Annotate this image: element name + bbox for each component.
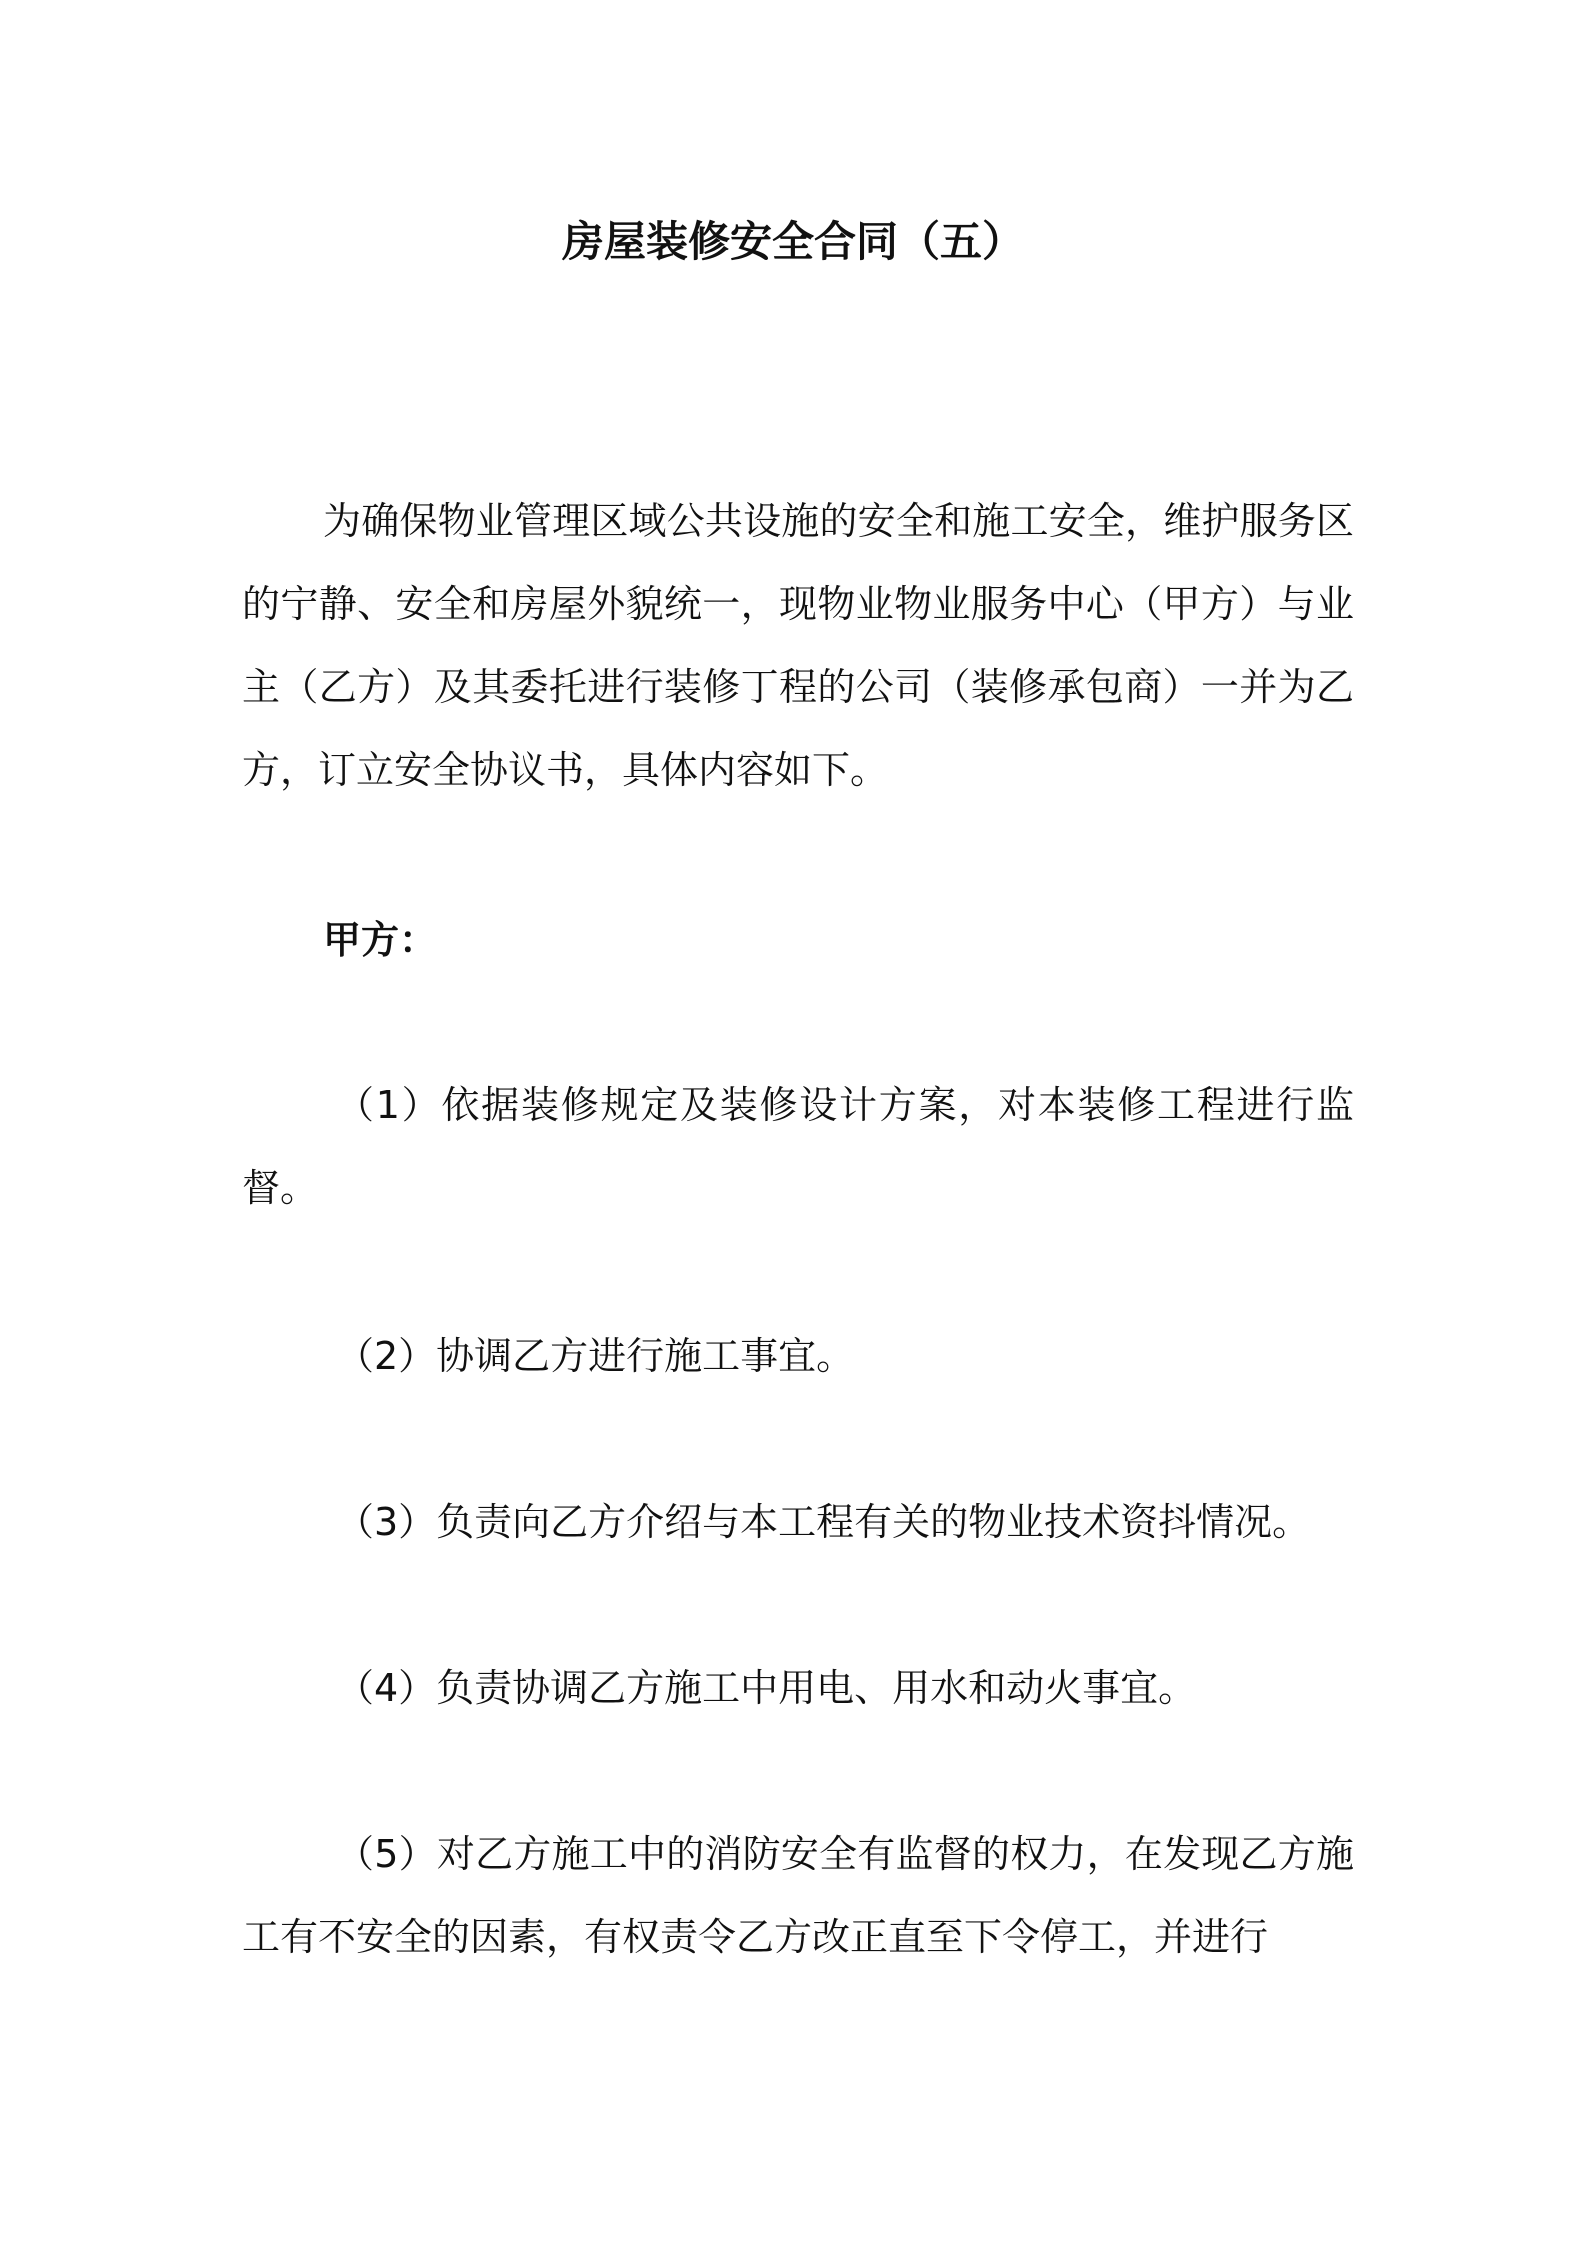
list-item: （2）协调乙方进行施工事宜。: [336, 1334, 855, 1378]
list-item: （5）对乙方施工中的消防安全有监督的权力，在发现乙方施工有不安全的因素，有权责令乙方改正直至下令停工，并进行: [242, 1832, 1354, 1959]
list-item: （1）依据装修规定及装修设计方案，对本装修工程进行监督。: [242, 1083, 1354, 1210]
list-item: （4）负责协调乙方施工中用电、用水和动火事宜。: [336, 1666, 1197, 1710]
party-a-heading: 甲方：: [323, 918, 438, 962]
intro-paragraph: 为确保物业管理区域公共设施的安全和施工安全，维护服务区的宁静、安全和房屋外貌统一，现物业物业服务中心（甲方）与业主（乙方）及其委托进行装修丁程的公司（装修承包商）一并为乙方，订立安全协议书，具体内容如下。: [242, 499, 1354, 792]
list-item: （3）负责向乙方介绍与本工程有关的物业技术资抖情况。: [336, 1500, 1311, 1544]
document-title: 房屋装修安全合同（五）: [561, 217, 1024, 266]
